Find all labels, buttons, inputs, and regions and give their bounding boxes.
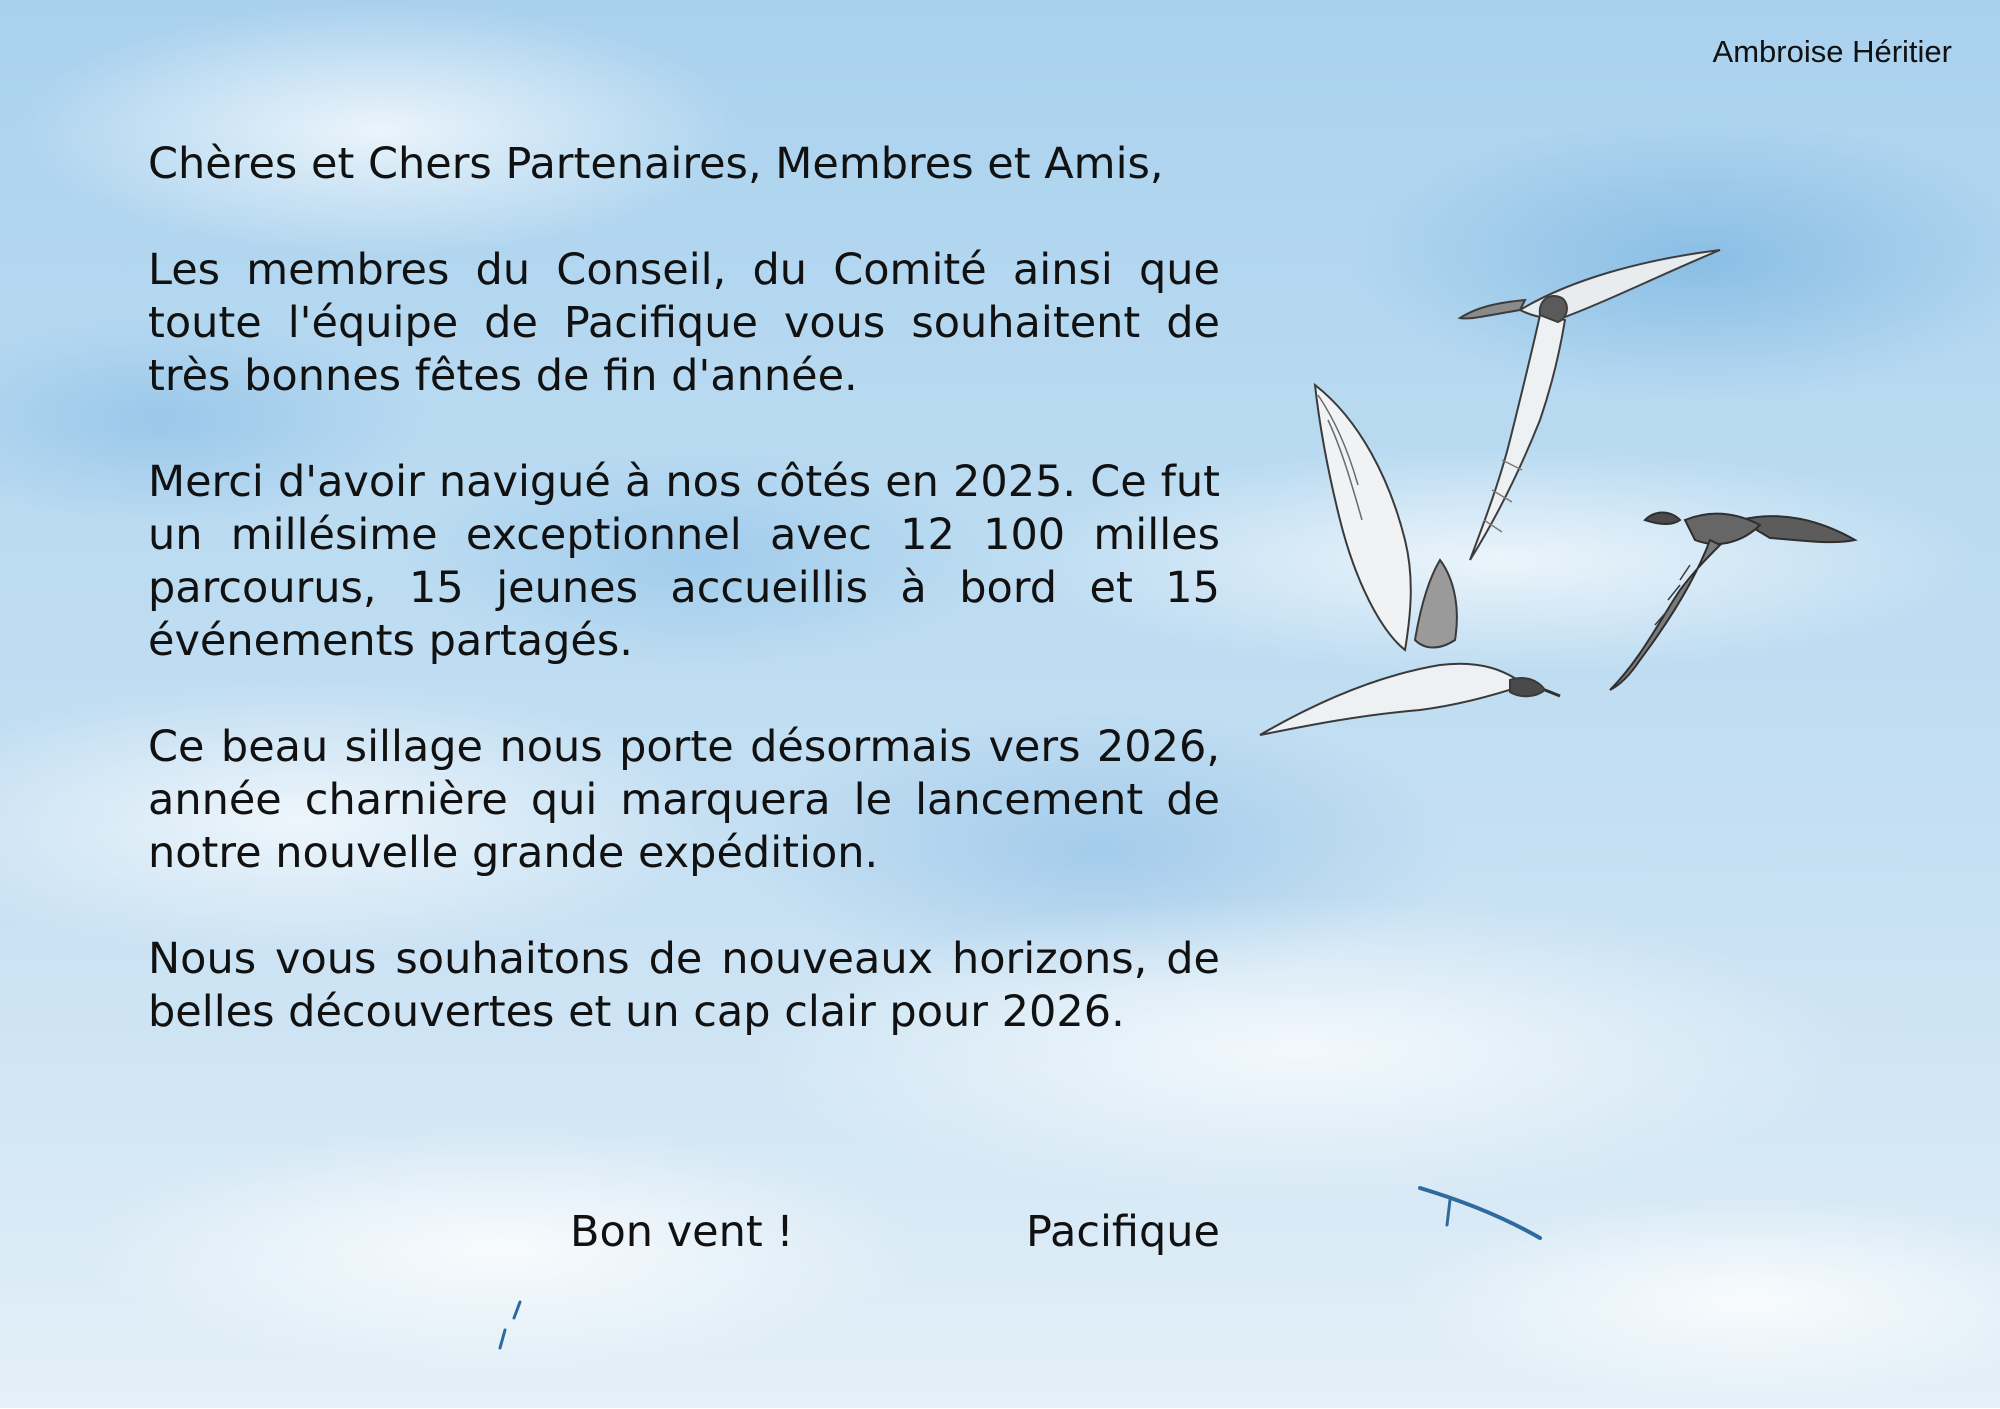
seabird-right	[1610, 513, 1855, 691]
letter-paragraph: Les membres du Conseil, du Comité ainsi que toute l'équipe de Pacifique vous souhaitent de très bonnes fêtes de fin d'année.	[148, 245, 1220, 401]
letter-paragraph: Merci d'avoir navigué à nos côtés en 2025. Ce fut un millésime exceptionnel avec 12 100 milles parcourus, 15 jeunes accueillis à bord et 15 événements partagés.	[148, 457, 1220, 666]
author-credit: Ambroise Héritier	[1712, 34, 1952, 69]
closing-text: Bon vent !	[570, 1207, 794, 1257]
letter-paragraph: Ce beau sillage nous porte désormais vers 2026, année charnière qui marquera le lancement de notre nouvelle grande expédition.	[148, 722, 1220, 878]
letter-body	[148, 138, 1220, 1092]
seabird-top	[1460, 250, 1720, 560]
letter-greeting: Chères et Chers Partenaires, Membres et Amis,	[148, 139, 1164, 189]
signature-text: Pacifique	[1025, 1207, 1220, 1257]
seabirds-illustration	[1240, 220, 1880, 780]
letter-paragraph: Nous vous souhaitons de nouveaux horizons, de belles découvertes et un cap clair pour 2026.	[148, 934, 1220, 1037]
